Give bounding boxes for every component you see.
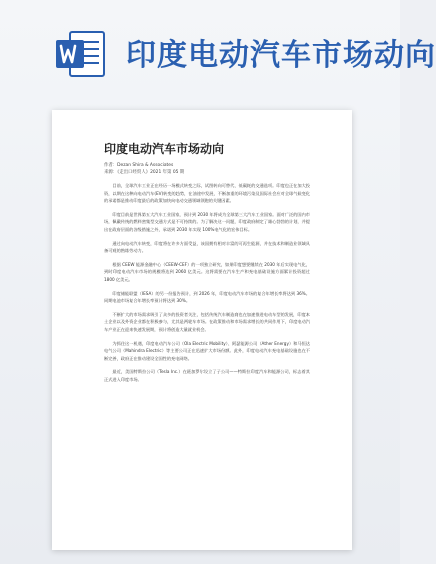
document-title: 印度电动汽车市场动向 [104, 142, 225, 156]
header-title: 印度电动汽车市场动向 [126, 38, 436, 73]
paragraph: 为抓住这一机遇，印度电动汽车公司（Ola Electric Mobility）、阿瑟能源公司（Ather Energy）和马恒达电气公司（Mahindra Electric）等主要公司正在迅速扩大市场份额。此外，印度电动汽车充电基础设施也在不断完善，政府正在推动建设全国性的充电网络。 [104, 340, 310, 361]
paragraph: 目前，全球汽车工业正在经历一场模式转变之际，试图转向可替代、低碳耗的交通选项。印度也正在加大投资，以期在这种向电动汽车(EV)转变的趋势，在油途中发展，不断加重的环境污染及国际社会应对全球气候变化的承诺都是推动印度最后的政策加快向电动交通领域领跑的关键因素。 [104, 183, 310, 204]
author-line: 作者：Dezan Shira & Associates [104, 163, 174, 168]
paragraph: 最近，美国特斯拉公司（Tesla Inc.）在班加罗尔设立了子公司——特斯拉印度汽车和能源公司，标志着其正式进入印度市场。 [104, 369, 310, 382]
document-meta [104, 162, 314, 176]
document-page [52, 110, 352, 550]
paragraph: 通过向电动汽车转变，印度将在许多方面受益，该国拥有相对丰富的可再生能源，并在技术和制造业领域具备可观的熟练劳动力。 [104, 240, 310, 254]
word-document-icon [54, 28, 106, 80]
paragraph: 不断扩大的市场需求吸引了众多的投资者关注，包括传统汽车制造商也在加速推进电动车型的发展，印度本土企业以及外资企业都在积极参与，尤其是两轮车市场。在政策推动和市场需求增长的共同作用下，印度电动汽车产业正在迎来快速发展期，预计将创造大量就业机会。 [104, 311, 310, 332]
document-body [104, 182, 310, 389]
paragraph: 印度目前是世界第五大汽车工业国家，预计到 2030 年将成为全球第三大汽车工业国家。面对广泛的国内市场，佩戴传统的燃料密集型交通方式是不可持续的。为了解决这一问题，印度政府制定了雄心勃勃的计划，并提出在政府层面的各级措施之外，承诺到 2030 年实现 100%电气化的宏伟目标。 [104, 211, 310, 232]
paragraph: 根据 CEEW 能源金融中心（CEEW-CEF）的一项独立研究，如果印度想要继续在 2030 年后实现电气化，到时印度电动汽车市场的规模将达到 2060 亿美元。这将需要在汽车生产和充电基础设施方面累计投资超过 1800 亿美元。 [104, 261, 310, 282]
header-banner [0, 0, 436, 95]
paragraph: 印度储能联盟（IESA）的另一份报告预计，到 2026 年，印度电动汽车市场的复合年增长率将达到 36%。同期电池市场复合年增长率预计将达到 30%。 [104, 290, 310, 304]
source-line: 来源：《走出口经贸人》2021 年第 05 期 [104, 170, 185, 175]
